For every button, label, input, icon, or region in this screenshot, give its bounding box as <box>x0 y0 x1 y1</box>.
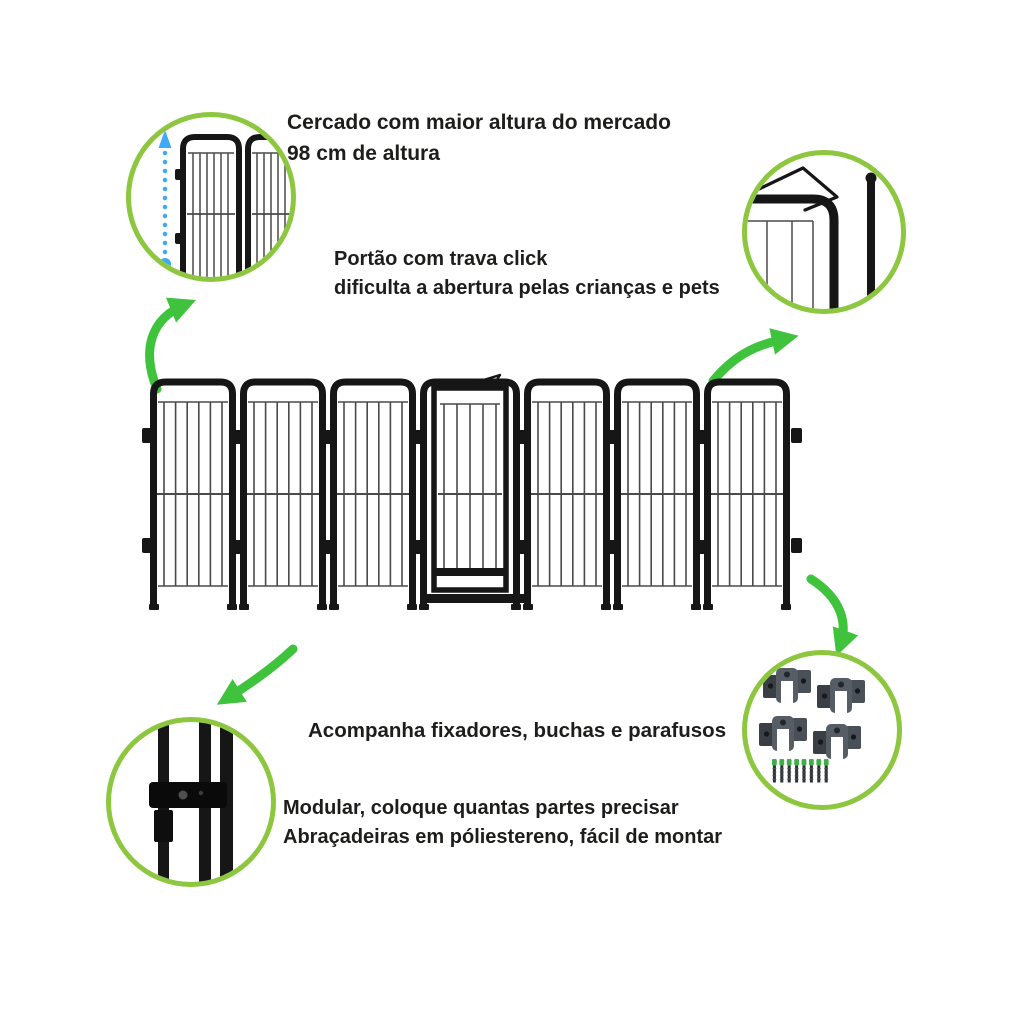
height-feature-line2: 98 cm de altura <box>287 142 440 165</box>
modular-feature-text <box>283 794 722 852</box>
feature-circle-latch <box>742 150 906 314</box>
fence-height-icon <box>131 117 291 277</box>
feature-circle-hardware <box>742 650 902 810</box>
fixators-screws-icon <box>747 655 897 805</box>
clamp-closeup-icon <box>111 722 271 882</box>
height-feature-line1: Cercado com maior altura do mercado <box>287 111 671 134</box>
arrow-to-hardware-circle-icon <box>811 579 843 646</box>
gate-latch-icon <box>747 155 901 309</box>
feature-circle-height <box>126 112 296 282</box>
gate-lock-line2: dificulta a abertura pelas crianças e pets <box>334 277 720 299</box>
height-measure-icon <box>159 130 172 270</box>
height-feature-text <box>287 107 671 169</box>
feature-circle-clamp <box>106 717 276 887</box>
modular-line2: Abraçadeiras em póliestereno, fácil de montar <box>283 826 723 848</box>
arrow-to-clamp-circle-icon <box>226 649 293 699</box>
fence-illustration <box>142 370 802 620</box>
hardware-line1: Acompanha fixadores, buchas e parafusos <box>308 719 727 742</box>
hardware-feature-text <box>308 717 726 745</box>
gate-lock-line1: Portão com trava click <box>334 248 548 270</box>
gate-lock-feature-text <box>334 245 720 303</box>
modular-line1: Modular, coloque quantas partes precisar <box>283 797 679 819</box>
